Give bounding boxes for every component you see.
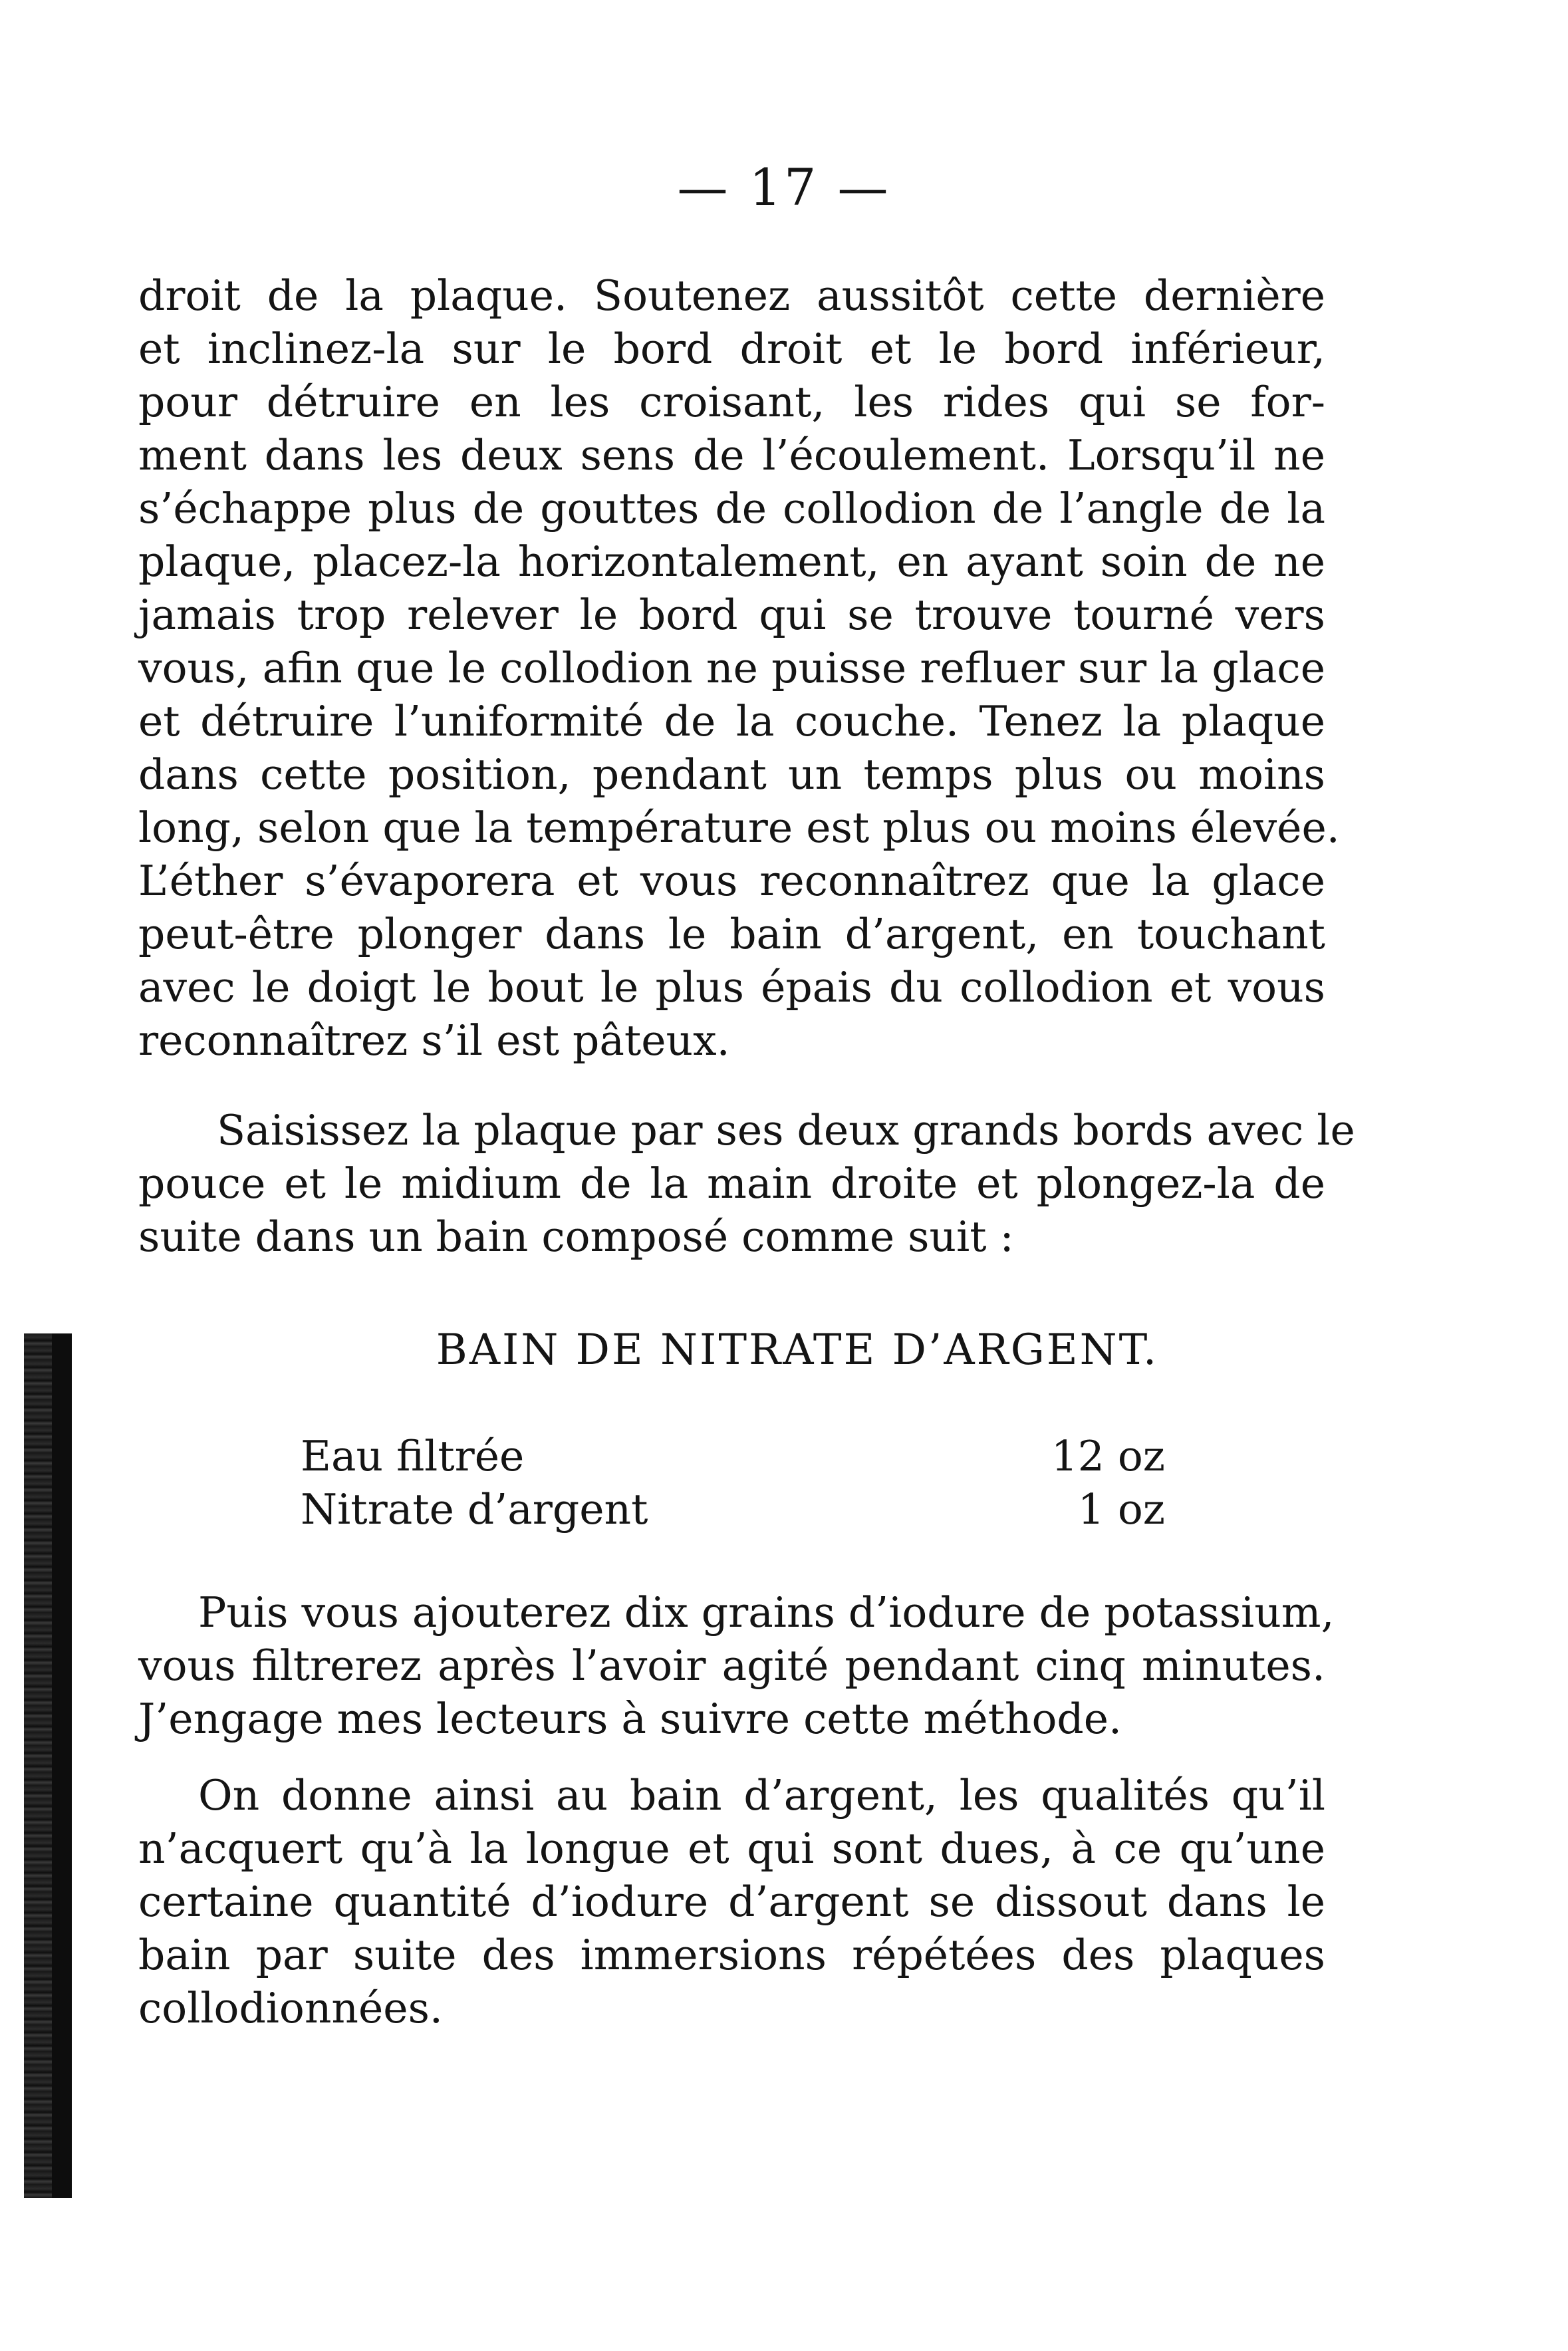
text-line: bain par suite des immersions répétées des plaques: [138, 1931, 1325, 1979]
text-line: certaine quantité d’iodure d’argent se dissout dans le: [138, 1877, 1325, 1926]
text-line: n’acquert qu’à la longue et qui sont dues, à ce qu’une: [138, 1824, 1325, 1873]
text-line: reconnaîtrez s’il est pâteux.: [138, 1016, 730, 1065]
text-line: plaque, placez-la horizontalement, en ayant soin de ne: [138, 537, 1325, 586]
paragraph-potassium-iodide: [138, 1586, 1335, 1746]
text-line: pour détruire en les croisant, les rides qui se for-: [138, 378, 1325, 426]
text-line: peut-être plonger dans le bain d’argent, en touchant: [138, 910, 1325, 958]
text-line: J’engage mes lecteurs à suivre cette méthode.: [138, 1695, 1122, 1743]
text-line: avec le doigt le bout le plus épais du collodion et vous: [138, 963, 1325, 1012]
text-line: On donne ainsi au bain d’argent, les qualités qu’il: [198, 1771, 1325, 1820]
text-line: suite dans un bain composé comme suit :: [138, 1212, 1014, 1261]
text-line: dans cette position, pendant un temps plus ou moins: [138, 750, 1325, 799]
text-line: et inclinez-la sur le bord droit et le bord inférieur,: [138, 325, 1325, 373]
text-line: Saisissez la plaque par ses deux grands bords avec le: [217, 1106, 1355, 1155]
text-line: L’éther s’évaporera et vous reconnaîtrez que la glace: [138, 857, 1325, 905]
text-line: droit de la plaque. Soutenez aussitôt cette dernière: [138, 271, 1325, 320]
recipe-row: [301, 1430, 1165, 1483]
text-line: s’échappe plus de gouttes de collodion de l’angle de la: [138, 484, 1325, 533]
text-line: ment dans les deux sens de l’écoulement. Lorsqu’il ne: [138, 431, 1325, 480]
text-line: vous filtrerez après l’avoir agité pendant cinq minutes.: [138, 1641, 1325, 1690]
recipe-table: [301, 1430, 1165, 1536]
text-line: vous, afin que le collodion ne puisse refluer sur la glace: [138, 644, 1325, 692]
text-line: pouce et le midium de la main droite et plongez-la de: [138, 1159, 1325, 1208]
scan-binding-edge: [24, 1333, 72, 2198]
paragraph-collodion-coating: [138, 269, 1340, 1067]
section-heading: BAIN DE NITRATE D’ARGENT.: [436, 1325, 1159, 1375]
page-number: — 17 —: [677, 158, 891, 217]
text-line: Puis vous ajouterez dix grains d’iodure de potassium,: [198, 1588, 1335, 1637]
paragraph-silver-bath-intro: [138, 1104, 1355, 1264]
text-line: jamais trop relever le bord qui se trouve tourné vers: [138, 591, 1325, 639]
recipe-quantity: 12 oz: [1051, 1432, 1165, 1480]
paragraph-bath-qualities: [138, 1769, 1325, 2035]
text-line: et détruire l’uniformité de la couche. Tenez la plaque: [138, 697, 1325, 746]
text-line: long, selon que la température est plus ou moins élevée.: [138, 803, 1340, 852]
recipe-row: [301, 1483, 1165, 1536]
recipe-ingredient: Eau filtrée: [301, 1432, 525, 1480]
recipe-quantity: 1 oz: [1077, 1485, 1165, 1534]
recipe-ingredient: Nitrate d’argent: [301, 1485, 648, 1534]
text-line: collodionnées.: [138, 1984, 443, 2032]
